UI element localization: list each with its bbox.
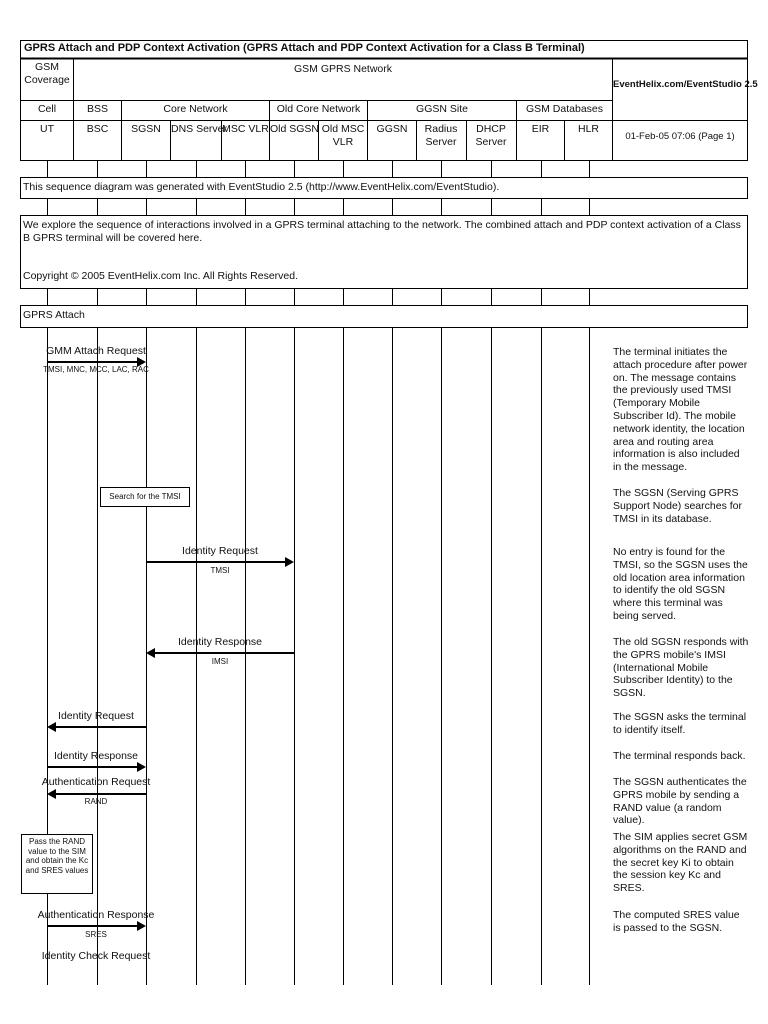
group-gsm-databases: GSM Databases: [525, 103, 604, 115]
entity-hlr: HLR: [577, 123, 599, 135]
message-arrowhead: [47, 789, 56, 799]
message-arrowhead: [47, 722, 56, 732]
date-page-label: 01-Feb-05 07:06 (Page 1): [625, 131, 735, 142]
group-cell: Cell: [37, 103, 57, 115]
message-params: SRES: [85, 930, 107, 939]
message-label: Authentication Response: [37, 909, 155, 921]
explanation-note: The SIM applies secret GSM algorithms on the RAND and the secret key Ki to obtain the session key Kc and SRES.: [613, 831, 748, 895]
message-params: RAND: [84, 797, 108, 806]
explanation-note: The SGSN authenticates the GPRS mobile by sending a RAND value (a random value).: [613, 776, 747, 827]
message-label: Identity Check Request: [41, 950, 151, 962]
group-core-network: Core Network: [163, 103, 228, 115]
message-arrowhead: [137, 762, 146, 772]
entity-old-msc-vlr: Old MSC VLR: [321, 123, 365, 148]
message-label: Identity Request: [182, 545, 258, 557]
entity-dns-server: DNS Server: [171, 123, 228, 135]
message-label: Identity Response: [177, 636, 263, 648]
entity-dhcp-server: DHCP Server: [475, 123, 507, 148]
entity-radius-server: Radius Server: [424, 123, 458, 148]
entity-msc-vlr: MSC VLR: [222, 123, 269, 135]
action-box: Pass the RAND value to the SIM and obtain the Kc and SRES values: [21, 834, 93, 894]
entity-bsc: BSC: [86, 123, 109, 135]
gsm-gprs-network-label: GSM GPRS Network: [293, 63, 393, 75]
group-bss: BSS: [86, 103, 108, 115]
entity-eir: EIR: [531, 123, 550, 135]
generated-banner: This sequence diagram was generated with EventStudio 2.5 (http://www.EventHelix.com/EventStudio).: [23, 181, 500, 193]
explanation-note: The terminal responds back.: [613, 750, 746, 762]
message-arrowhead: [137, 921, 146, 931]
message-params: IMSI: [211, 657, 229, 666]
page-title: GPRS Attach and PDP Context Activation (GPRS Attach and PDP Context Activation for a Class B Terminal): [24, 42, 585, 54]
message-arrowhead: [146, 648, 155, 658]
explanation-note: No entry is found for the TMSI, so the SGSN uses the old location area information to identify the old SGSN where this terminal was being served.: [613, 546, 748, 622]
explanation-note: The old SGSN responds with the GPRS mobile's IMSI (International Mobile Subscriber Identity) to the SGSN.: [613, 636, 749, 700]
message-params: TMSI: [210, 566, 230, 575]
message-arrowhead: [285, 557, 294, 567]
copyright-text: Copyright © 2005 EventHelix.com Inc. All Rights Reserved.: [23, 270, 299, 282]
explanation-note: The SGSN (Serving GPRS Support Node) searches for TMSI in its database.: [613, 487, 742, 525]
entity-sgsn: SGSN: [131, 123, 161, 135]
message-label: Identity Request: [58, 710, 134, 722]
message-label: Authentication Request: [41, 776, 151, 788]
action-box: Search for the TMSI: [100, 487, 190, 507]
section-title: GPRS Attach: [23, 309, 85, 321]
message-label: GMM Attach Request: [46, 345, 146, 357]
message-params: TMSI, MNC, MCC, LAC, RAC: [43, 365, 149, 374]
explanation-note: The terminal initiates the attach procedure after power on. The message contains the previously used TMSI (Temporary Mobile Subscriber Id). The mobile network identity, the location area and routing area information is also included in the message.: [613, 346, 748, 474]
entity-ut: UT: [40, 123, 54, 135]
publisher-label: EventHelix.com/EventStudio 2.5: [613, 79, 758, 90]
group-old-core-network: Old Core Network: [276, 103, 361, 115]
explanation-note: The SGSN asks the terminal to identify itself.: [613, 711, 747, 736]
message-label: Identity Response: [53, 750, 139, 762]
intro-text: We explore the sequence of interactions involved in a GPRS terminal attaching to the network. The combined attach and PDP context activation of a Class B GPRS terminal will be covered here.: [23, 219, 741, 244]
entity-ggsn: GGSN: [376, 123, 408, 135]
explanation-note: The computed SRES value is passed to the SGSN.: [613, 909, 740, 934]
entity-old-sgsn: Old SGSN: [270, 123, 320, 135]
gsm-coverage-label: GSM Coverage: [24, 61, 70, 86]
group-ggsn-site: GGSN Site: [416, 103, 468, 115]
